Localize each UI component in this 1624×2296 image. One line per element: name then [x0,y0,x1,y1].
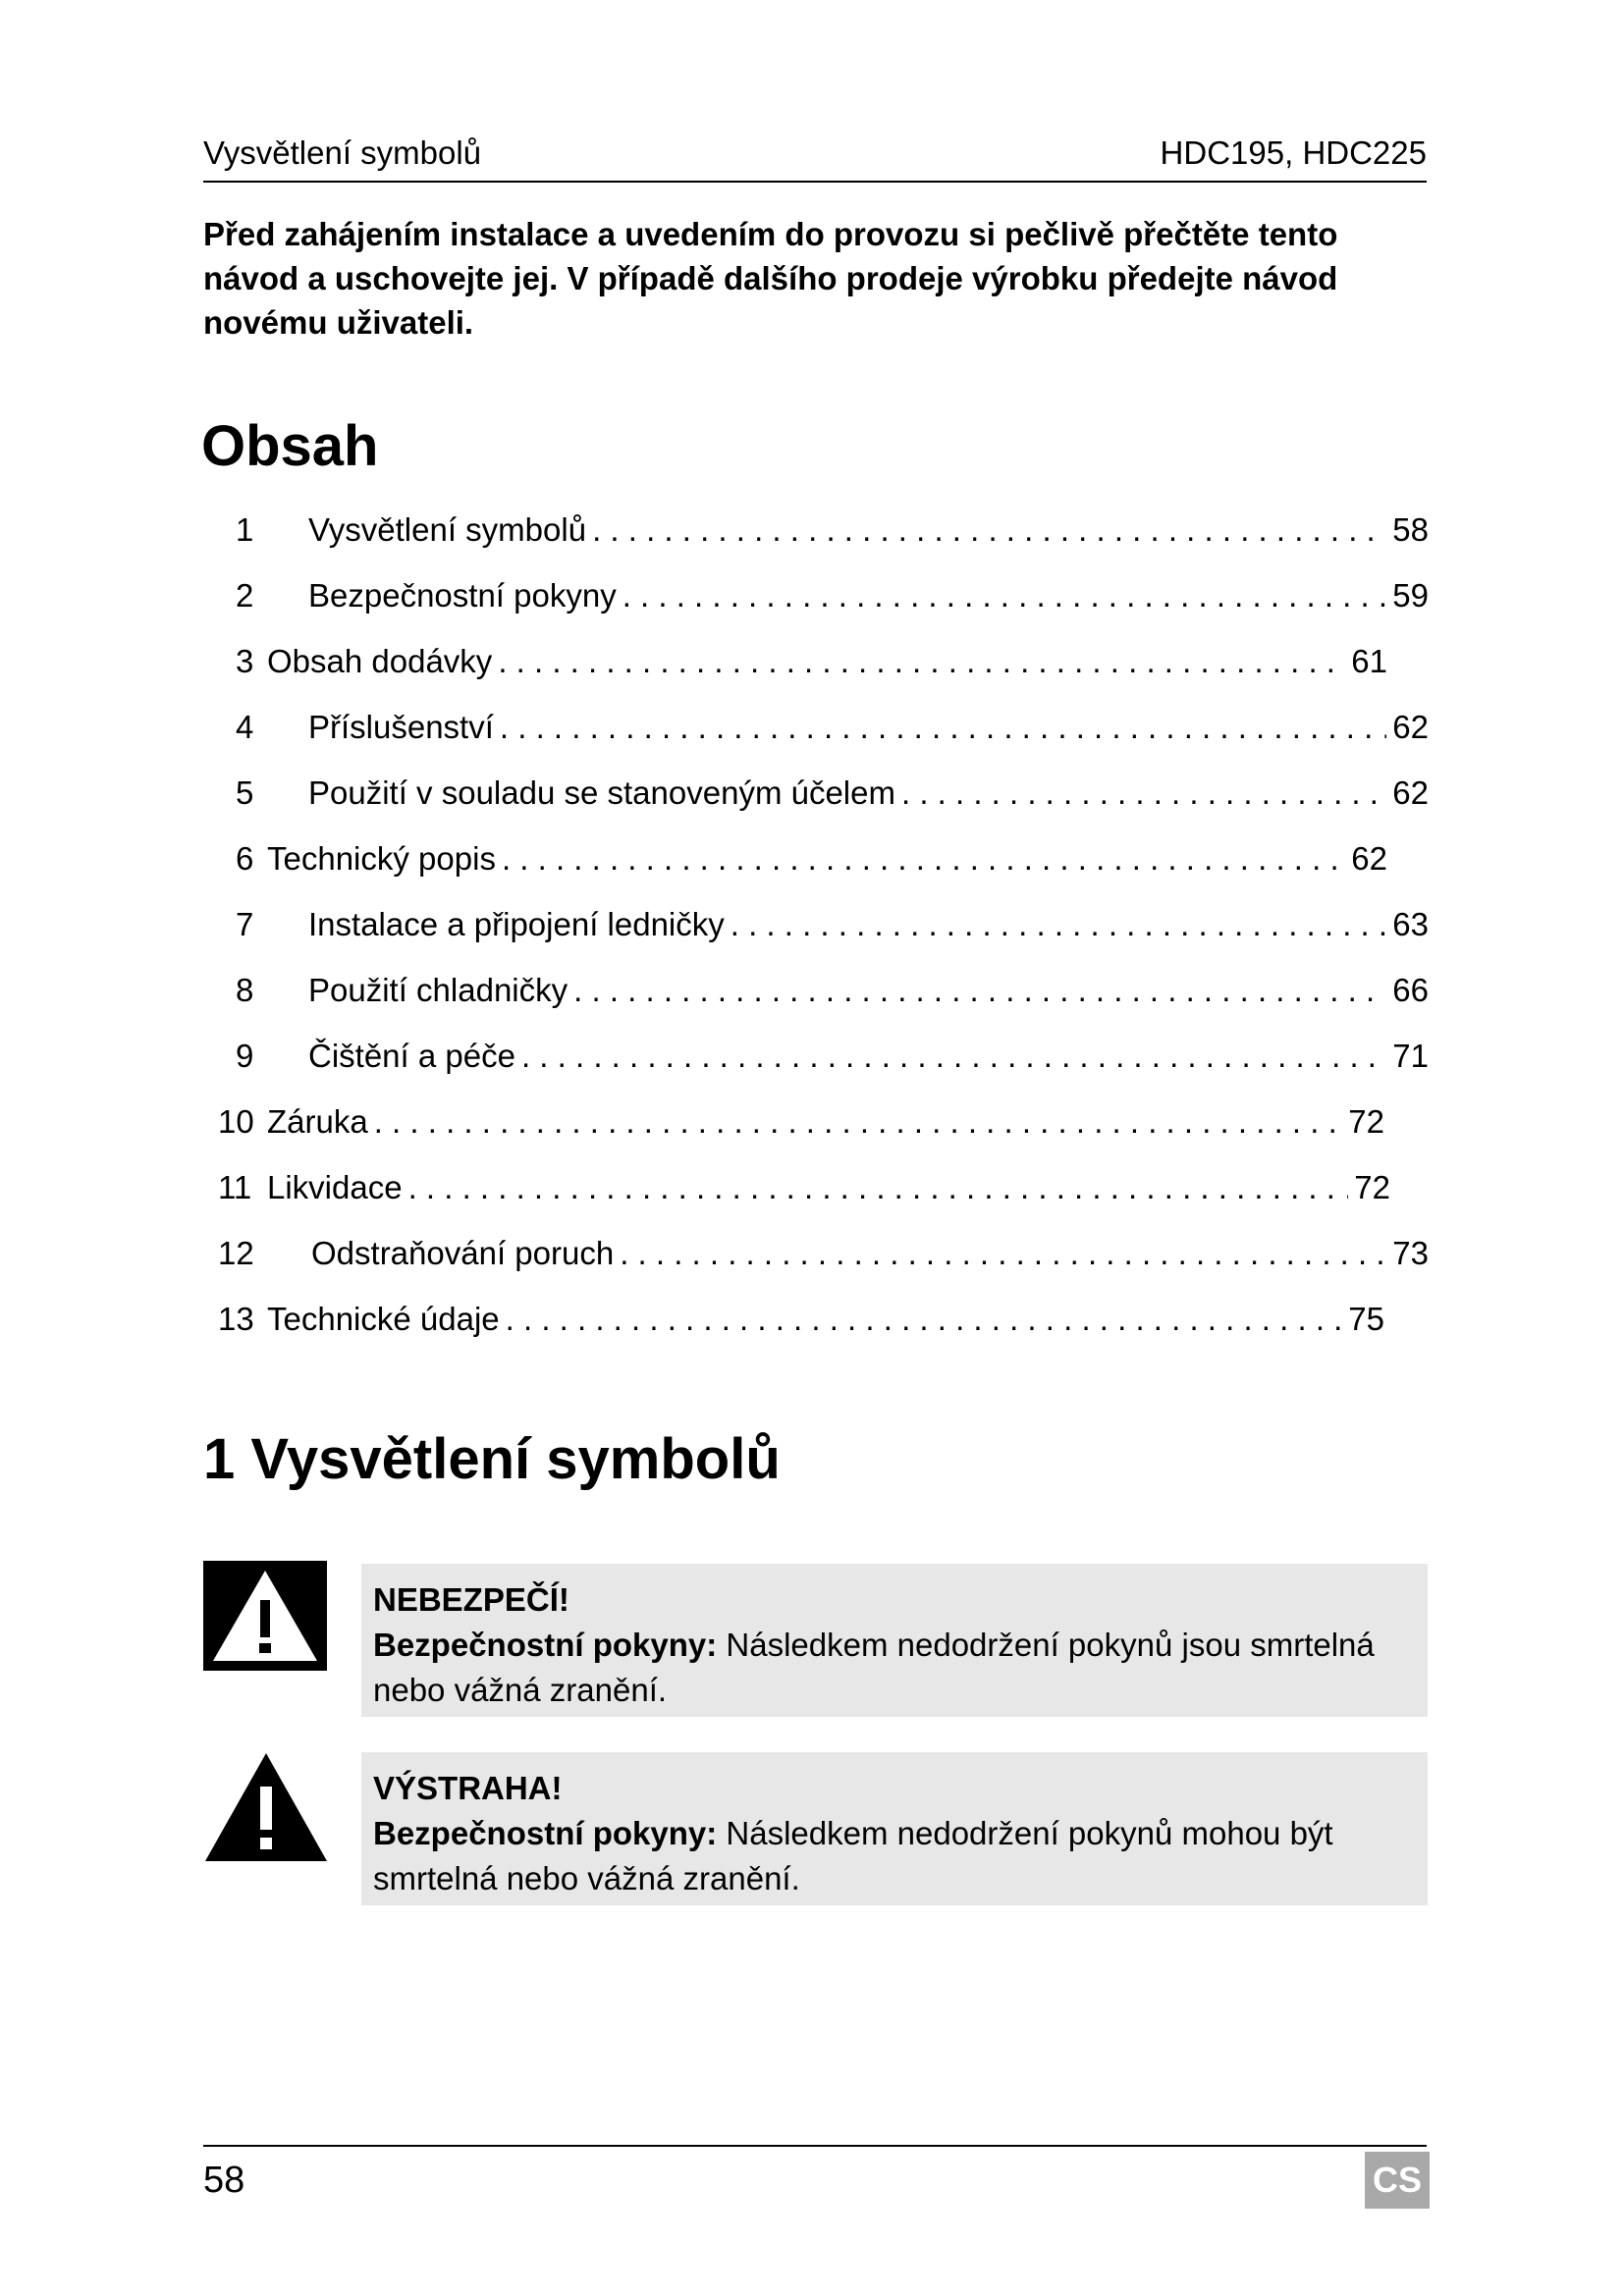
toc-item-number: 3 [236,643,254,679]
intro-text: Před zahájením instalace a uvedením do provozu si pečlivě přečtěte tento návod a uschovejte jej. V případě dalšího prodeje výrobku předejte návod novému uživateli. [203,216,1338,341]
toc-item-label: Příslušenství [308,709,494,745]
toc-leader-dots [592,507,1386,554]
toc-item-page: 72 [1354,1169,1390,1205]
toc-leader-dots [506,1296,1343,1343]
toc-leader-dots [521,1033,1386,1080]
toc-item-label: Instalace a připojení ledničky [308,906,725,942]
toc-item[interactable] [236,901,1429,948]
toc-item[interactable] [236,638,1387,685]
toc-item-page: 59 [1392,577,1429,614]
language-badge: CS [1365,2152,1430,2209]
toc-item-number: 11 [218,1169,252,1205]
toc-leader-dots [623,572,1387,619]
toc-item-page: 62 [1392,709,1429,745]
toc-item-page: 61 [1351,643,1387,679]
toc-item-label: Odstraňování poruch [311,1235,615,1271]
toc-item-page: 62 [1351,840,1387,877]
warning-notice-text: Následkem nedodržení pokynů mohou být smrtelná nebo vážná zranění. [373,1815,1333,1896]
warning-icon [203,1751,329,1863]
toc-item-label: Použití chladničky [308,972,568,1008]
toc-item-label: Záruka [267,1103,368,1140]
toc-item[interactable] [218,1098,1384,1146]
toc-leader-dots [502,835,1345,882]
toc-item-label: Vysvětlení symbolů [308,511,587,548]
section-title: 1 Vysvětlení symbolů [203,1427,781,1491]
footer-rule [203,2145,1427,2147]
toc-item-page: 75 [1348,1301,1384,1337]
toc-item[interactable] [236,572,1429,619]
toc-leader-dots [901,770,1386,817]
toc-item-number: 8 [236,972,254,1008]
header-model-names: HDC195, HDC225 [1160,134,1427,171]
toc-leader-dots [408,1164,1349,1211]
toc-item[interactable] [236,507,1429,554]
toc-item-number: 9 [236,1038,254,1074]
toc-item[interactable] [236,770,1429,817]
danger-icon [203,1561,327,1671]
toc-item-label: Použití v souladu se stanoveným účelem [308,774,895,811]
toc-item[interactable] [236,835,1387,882]
header-section-title: Vysvětlení symbolů [203,134,482,171]
toc-leader-dots [498,638,1345,685]
toc-item[interactable] [218,1296,1384,1343]
toc-item-page: 63 [1392,906,1429,942]
toc-item-number: 6 [236,840,254,877]
toc-item-label: Likvidace [267,1169,403,1205]
toc-item-label: Technický popis [267,840,496,877]
toc-item-number: 13 [218,1301,254,1337]
toc-item-number: 7 [236,906,254,942]
page-header [203,133,1427,183]
toc-item-page: 73 [1392,1235,1429,1271]
toc-leader-dots [573,967,1386,1014]
toc-item[interactable] [218,1230,1429,1277]
toc-item-number: 1 [236,511,254,548]
warning-notice-lead: Bezpečnostní pokyny: [373,1815,718,1851]
warning-notice [361,1752,1428,1905]
toc-leader-dots [620,1230,1386,1277]
toc-item-number: 12 [218,1235,254,1271]
toc-item-label: Technické údaje [267,1301,500,1337]
toc-item-page: 62 [1392,774,1429,811]
danger-notice [361,1564,1428,1717]
toc-item-number: 4 [236,709,254,745]
toc-item-page: 66 [1392,972,1429,1008]
danger-notice-lead: Bezpečnostní pokyny: [373,1627,718,1663]
danger-notice-text: Následkem nedodržení pokynů jsou smrtelná nebo vážná zranění. [373,1627,1375,1708]
warning-notice-title: VÝSTRAHA! [373,1770,563,1806]
toc-item[interactable] [236,967,1429,1014]
toc-item-label: Čištění a péče [308,1038,515,1074]
toc-item[interactable] [218,1164,1390,1211]
toc-item-label: Bezpečnostní pokyny [308,577,617,614]
toc-item-page: 58 [1392,511,1429,548]
toc-item-number: 5 [236,774,254,811]
page-number: 58 [203,2160,245,2201]
danger-notice-title: NEBEZPEČÍ! [373,1581,569,1618]
toc-item-number: 2 [236,577,254,614]
toc-item-number: 10 [218,1103,254,1140]
toc-leader-dots [374,1098,1343,1146]
toc-item-label: Obsah dodávky [267,643,493,679]
toc-item[interactable] [236,704,1429,751]
toc-title: Obsah [201,414,379,478]
toc-leader-dots [731,901,1387,948]
toc-item[interactable] [236,1033,1429,1080]
toc-item-page: 71 [1392,1038,1429,1074]
toc-leader-dots [500,704,1386,751]
intro-notice [203,212,1427,345]
toc-item-page: 72 [1348,1103,1384,1140]
